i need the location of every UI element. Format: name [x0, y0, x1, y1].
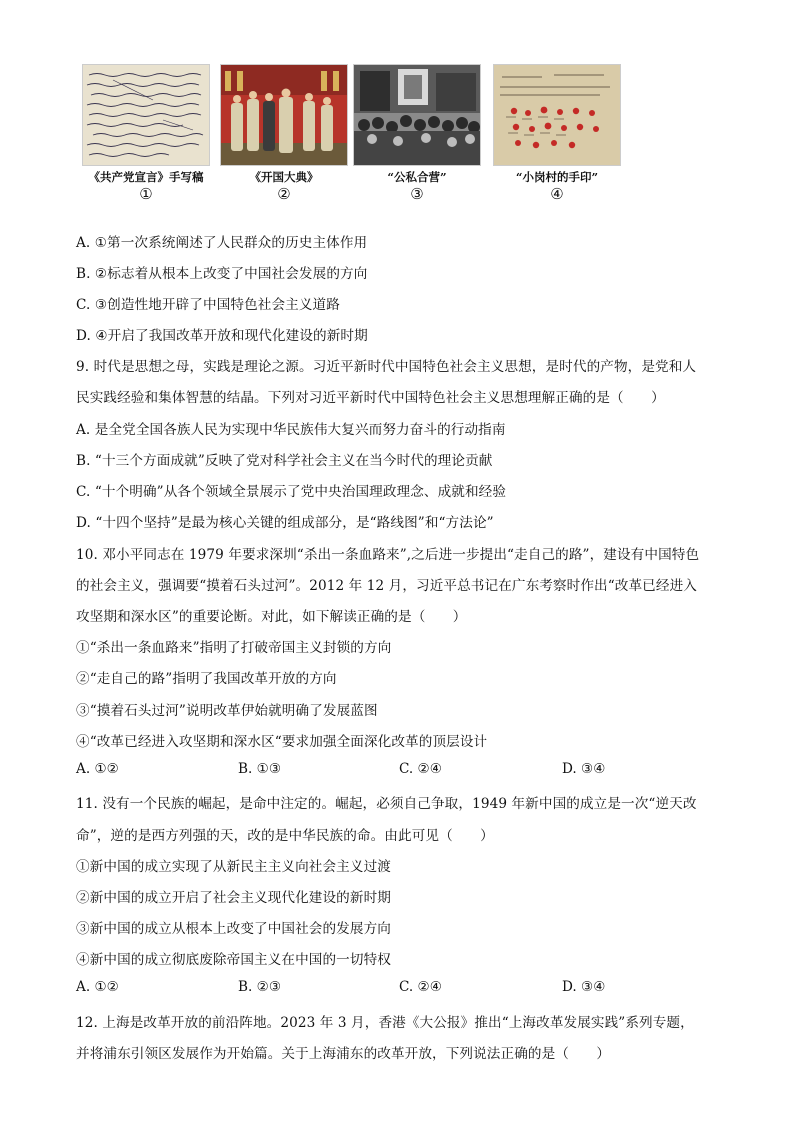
- q9-stem-line: 9. 时代是思想之母，实践是理论之源。习近平新时代中国特色社会主义思想，是时代的产物，是党和人: [76, 359, 697, 375]
- q10-stem-line: 10. 邓小平同志在 1979 年要求深圳“杀出一条血路来”,之后进一步提出“走自己的路”，建设有中国特色: [76, 547, 700, 563]
- figure-caption: 《共产党宣言》手写稿: [88, 170, 204, 184]
- q10-item: ①“杀出一条血路来”指明了打破帝国主义封锁的方向: [76, 640, 392, 656]
- figure-caption: 《开国大典》: [249, 170, 319, 184]
- q12-stem-line: 12. 上海是改革开放的前沿阵地。2023 年 3 月，香港《大公报》推出“上海改革发展实践”系列专题，: [76, 1015, 694, 1031]
- q10-choice-a: A. ①②: [76, 761, 119, 777]
- q8-option-a: A. ①第一次系统阐述了人民群众的历史主体作用: [76, 235, 368, 251]
- figure-4: [493, 64, 621, 203]
- q11-choice-b: B. ②③: [238, 979, 282, 995]
- founding-ceremony-image: [220, 64, 348, 166]
- figure-3: [353, 64, 481, 203]
- figure-1: [82, 64, 210, 203]
- figure-number: ①: [139, 185, 153, 203]
- q9-option-b: B. “十三个方面成就”反映了党对科学社会主义在当今时代的理论贡献: [76, 453, 493, 469]
- q9-option-d: D. “十四个坚持”是最为核心关键的组成部分，是“路线图”和“方法论”: [76, 515, 494, 531]
- q11-choice-c: C. ②④: [399, 979, 442, 995]
- q11-item: ③新中国的成立从根本上改变了中国社会的发展方向: [76, 921, 391, 937]
- q10-item: ④“改革已经进入攻坚期和深水区“要求加强全面深化改革的顶层设计: [76, 734, 488, 750]
- figure-caption: “小岗村的手印”: [515, 170, 599, 184]
- q10-choice-c: C. ②④: [399, 761, 442, 777]
- figure-row: [82, 64, 642, 204]
- xiaogang-handprint-image: [493, 64, 621, 166]
- q11-choices: [76, 979, 716, 999]
- q11-choice-a: A. ①②: [76, 979, 119, 995]
- q10-item: ③“摸着石头过河”说明改革伊始就明确了发展蓝图: [76, 703, 378, 719]
- q8-option-d: D. ④开启了我国改革开放和现代化建设的新时期: [76, 328, 368, 344]
- q11-stem-line: 11. 没有一个民族的崛起，是命中注定的。崛起，必须自己争取，1949 年新中国的成立是一次“逆天改: [76, 796, 697, 812]
- q9-option-a: A. 是全党全国各族人民为实现中华民族伟大复兴而努力奋斗的行动指南: [76, 422, 506, 438]
- q11-choice-d: D. ③④: [562, 979, 606, 995]
- public-private-partnership-image: [353, 64, 481, 166]
- figure-number: ④: [550, 185, 564, 203]
- q11-item: ①新中国的成立实现了从新民主主义向社会主义过渡: [76, 859, 391, 875]
- figure-2: [220, 64, 348, 203]
- q10-choice-d: D. ③④: [562, 761, 606, 777]
- q10-item: ②“走自己的路”指明了我国改革开放的方向: [76, 671, 337, 687]
- q10-choice-b: B. ①③: [238, 761, 282, 777]
- figure-caption: “公私合营”: [387, 170, 447, 184]
- q8-option-b: B. ②标志着从根本上改变了中国社会发展的方向: [76, 266, 368, 282]
- q11-item: ②新中国的成立开启了社会主义现代化建设的新时期: [76, 890, 391, 906]
- q9-option-c: C. “十个明确”从各个领域全景展示了党中央治国理政理念、成就和经验: [76, 484, 507, 500]
- q8-option-c: C. ③创造性地开辟了中国特色社会主义道路: [76, 297, 340, 313]
- q11-stem-line: 命”，逆的是西方列强的天，改的是中华民族的命。由此可见（ ）: [76, 828, 494, 844]
- manifesto-manuscript-image: [82, 64, 210, 166]
- figure-number: ③: [410, 185, 424, 203]
- q9-stem-line: 民实践经验和集体智慧的结晶。下列对习近平新时代中国特色社会主义思想理解正确的是（ ）: [76, 390, 665, 406]
- q12-stem-line: 并将浦东引领区发展作为开始篇。关于上海浦东的改革开放，下列说法正确的是（ ）: [76, 1046, 611, 1062]
- q10-stem-line: 的社会主义，强调要“摸着石头过河”。2012 年 12 月，习近平总书记在广东考察时作出“改革已经进入: [76, 578, 697, 594]
- q10-choices: [76, 761, 716, 781]
- q11-item: ④新中国的成立彻底废除帝国主义在中国的一切特权: [76, 952, 391, 968]
- q10-stem-line: 攻坚期和深水区”的重要论断。对此，如下解读正确的是（ ）: [76, 609, 467, 625]
- figure-number: ②: [277, 185, 291, 203]
